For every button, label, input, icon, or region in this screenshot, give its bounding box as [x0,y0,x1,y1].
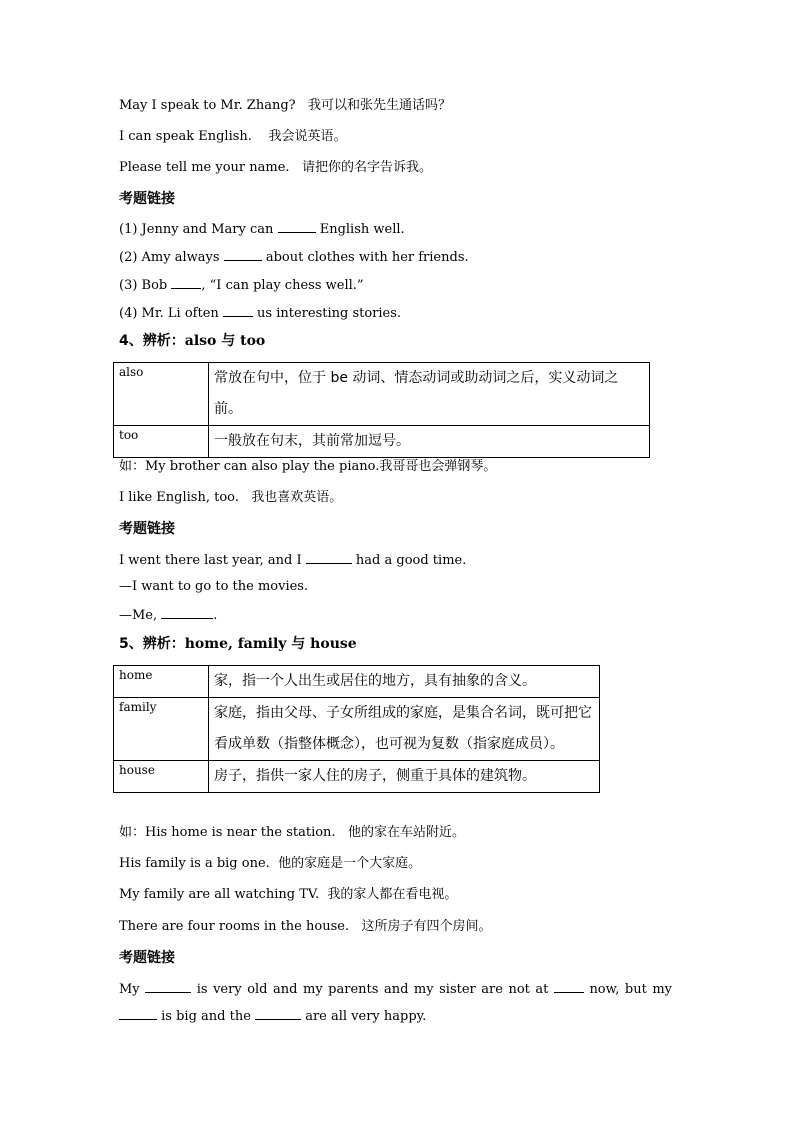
comparison-table [113,362,650,458]
answer-blank [224,248,262,261]
exercise-text: now, but my [589,982,672,997]
exercise-item: —I want to go to the movies. [119,579,309,594]
example-sentence [119,128,346,146]
table-row [114,698,600,761]
answer-blank [223,304,253,317]
table-term-cell: house [114,761,209,793]
example-en: His family is a big one. [119,856,270,871]
section-heading [119,634,357,654]
exam-link-heading: 考题链接 [119,950,175,966]
example-zh: 我也喜欢英语。 [251,490,343,505]
table-term-cell: home [114,666,209,698]
exercise-text: I went there last year, and I [119,553,302,568]
example-sentence [119,159,432,177]
example-zh: 我可以和张先生通话吗？ [308,98,452,113]
exercise-item [119,220,405,239]
table-term-cell: also [114,363,209,426]
exercise-text: (4) Mr. Li often [119,306,219,321]
example-en: I can speak English. [119,129,252,144]
table-term-cell: too [114,426,209,458]
exercise-item [119,276,364,295]
example-zh: 我哥哥也会弹钢琴。 [379,459,497,474]
answer-blank [554,980,584,993]
exercise-item [119,248,469,267]
table-desc-cell: 家庭，指由父母、子女所组成的家庭，是集合名词，既可把它看成单数（指整体概念），也可视为复数（指家庭成员）。 [209,698,600,761]
example-en: Please tell me your name. [119,160,290,175]
example-zh: 他的家在车站附近。 [347,825,465,840]
answer-blank [306,551,352,564]
example-sentence [119,824,465,842]
heading-mid: 与 [221,333,236,349]
exercise-text: (2) Amy always [119,250,220,265]
exercise-text: . [213,608,218,623]
table-row [114,666,600,698]
answer-blank [119,1007,157,1020]
exercise-text: , “I can play chess well.” [201,278,364,293]
answer-blank [171,276,201,289]
exercise-text: had a good time. [355,553,467,568]
exercise-text: are all very happy. [305,1009,427,1024]
exam-link-heading: 考题链接 [119,191,175,207]
example-sentence [119,97,451,115]
example-en: My family are all watching TV. [119,887,320,902]
table-term-cell: family [114,698,209,761]
answer-blank [278,220,316,233]
exercise-text: us interesting stories. [257,306,402,321]
exam-link-heading: 考题链接 [119,521,175,537]
heading-mid: 与 [291,636,306,652]
table-desc-cell: 房子，指供一家人住的房子，侧重于具体的建筑物。 [209,761,600,793]
example-zh: 我的家人都在看电视。 [327,887,458,902]
example-zh: 这所房子有四个房间。 [361,919,492,934]
example-sentence [119,918,492,936]
exercise-text: (3) Bob [119,278,168,293]
exercise-text: about clothes with her friends. [265,250,469,265]
table-desc-cell: 一般放在句末，其前常加逗号。 [209,426,650,458]
table-row [114,426,650,458]
answer-blank [145,980,191,993]
heading-zh: 4、辨析： [119,333,185,349]
exercise-paragraph [119,976,672,1030]
table-desc-cell: 常放在句中，位于 be 动词、情态动词或助动词之后，实义动词之前。 [209,363,650,426]
exercise-text: English well. [319,222,405,237]
table-row [114,761,600,793]
example-en: 如：My brother can also play the piano. [119,459,380,474]
example-sentence [119,855,421,873]
exercise-text: is very old and my parents and my sister are not at [196,982,549,997]
table-row [114,363,650,426]
table-desc-cell: 家，指一个人出生或居住的地方，具有抽象的含义。 [209,666,600,698]
section-heading [119,331,265,351]
exercise-item [119,551,466,570]
comparison-table [113,665,600,793]
example-zh: 我会说英语。 [268,129,347,144]
example-sentence [119,458,496,476]
heading-zh: 5、辨析： [119,636,185,652]
example-zh: 他的家庭是一个大家庭。 [278,856,422,871]
example-en: 如：His home is near the station. [119,825,336,840]
heading-en: too [240,333,266,349]
exercise-item [119,606,217,625]
example-sentence [119,886,457,904]
exercise-text: —Me, [119,608,158,623]
example-en: I like English, too. [119,490,239,505]
exercise-text: (1) Jenny and Mary can [119,222,274,237]
answer-blank [255,1007,301,1020]
heading-en: also [184,333,217,349]
example-en: May I speak to Mr. Zhang? [119,98,296,113]
answer-blank [161,606,213,619]
exercise-text: My [119,982,140,997]
example-sentence [119,489,342,507]
heading-en: home, family [184,636,287,652]
exercise-item [119,304,401,323]
example-zh: 请把你的名字告诉我。 [301,160,432,175]
exercise-text: is big and the [161,1009,251,1024]
heading-en: house [310,636,357,652]
example-en: There are four rooms in the house. [119,919,350,934]
